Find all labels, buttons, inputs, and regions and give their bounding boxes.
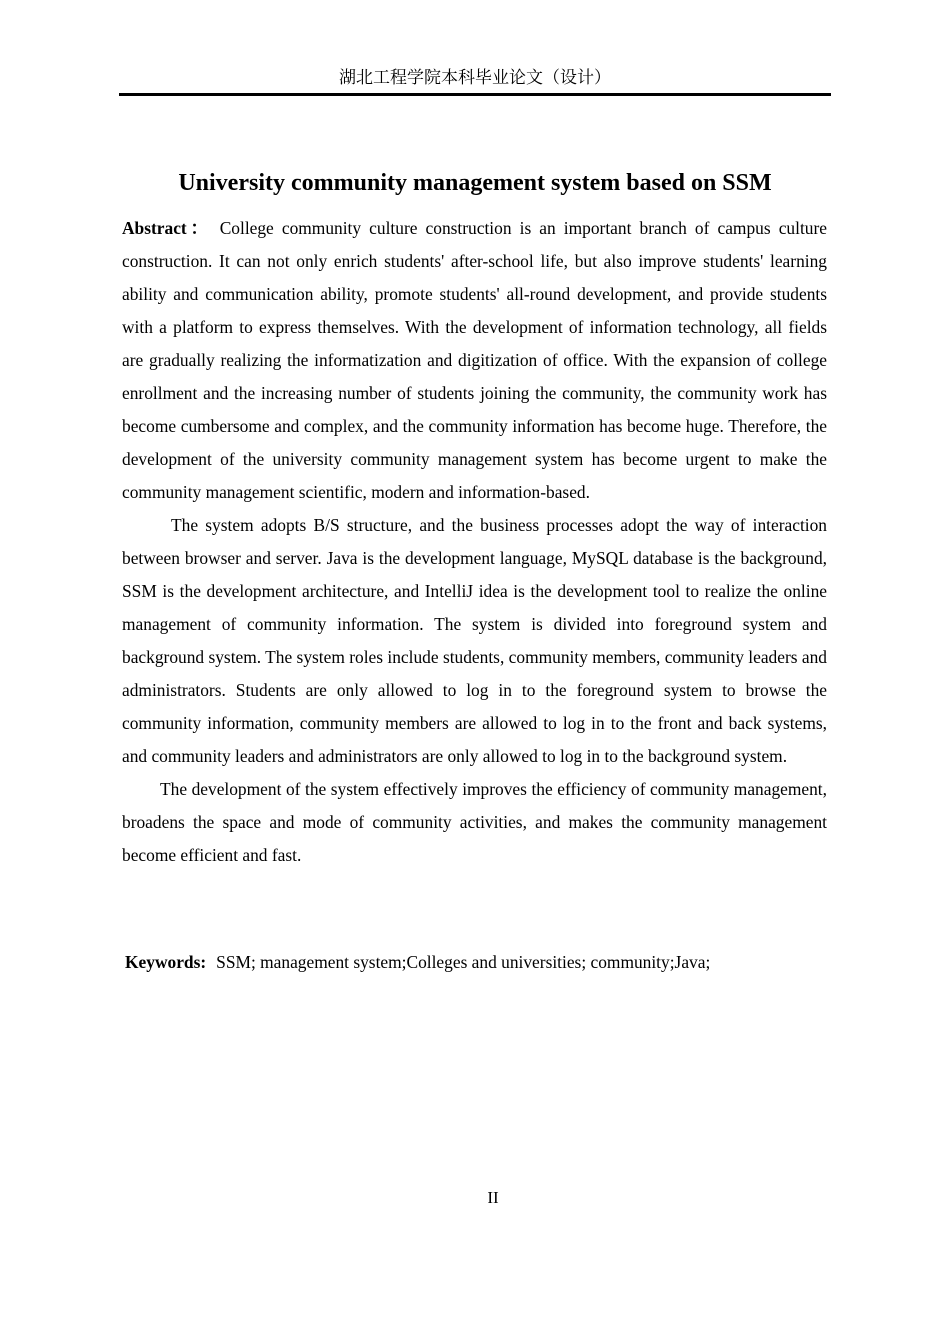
abstract-paragraph-3: The development of the system effectively improves the efficiency of community management, broadens the space and mode of community activities, and makes the community management become efficient and fast.	[122, 779, 827, 865]
header-rule	[119, 93, 831, 96]
abstract-body	[122, 212, 827, 872]
abstract-paragraph-1-text: College community culture construction is an important branch of campus culture construction. It can not only enrich students' after-school life, but also improve students' learning ability and communication ability, promote students' all-round development, and provide students with a platform to express themselves. With the development of information technology, all fields are gradually realizing the informatization and digitization of office. With the expansion of college enrollment and the increasing number of students joining the community, the community work has become cumbersome and complex, and the community information has become huge. Therefore, the development of the university community management system has become urgent to make the community management scientific, modern and information-based.	[122, 218, 827, 502]
keywords-label: Keywords:	[125, 952, 207, 972]
keywords-line	[125, 948, 827, 976]
keywords-text: SSM; management system;Colleges and universities; community;Java;	[216, 952, 711, 972]
paper-title: University community management system based on SSM	[178, 170, 772, 196]
page-number: II	[487, 1188, 499, 1207]
abstract-paragraph-2: The system adopts B/S structure, and the business processes adopt the way of interaction between browser and server. Java is the development language, MySQL database is the background, SSM is the development architecture, and IntelliJ idea is the development tool to realize the online management of community information. The system is divided into foreground system and background system. The system roles include students, community members, community leaders and administrators. Students are only allowed to log in to the foreground system to browse the community information, community members are allowed to log in to the front and back systems, and community leaders and administrators are only allowed to log in to the background system.	[122, 515, 827, 766]
running-header: 湖北工程学院本科毕业论文（设计）	[339, 68, 611, 88]
abstract-paragraph-1	[122, 212, 827, 509]
abstract-label: Abstract：	[122, 218, 212, 238]
